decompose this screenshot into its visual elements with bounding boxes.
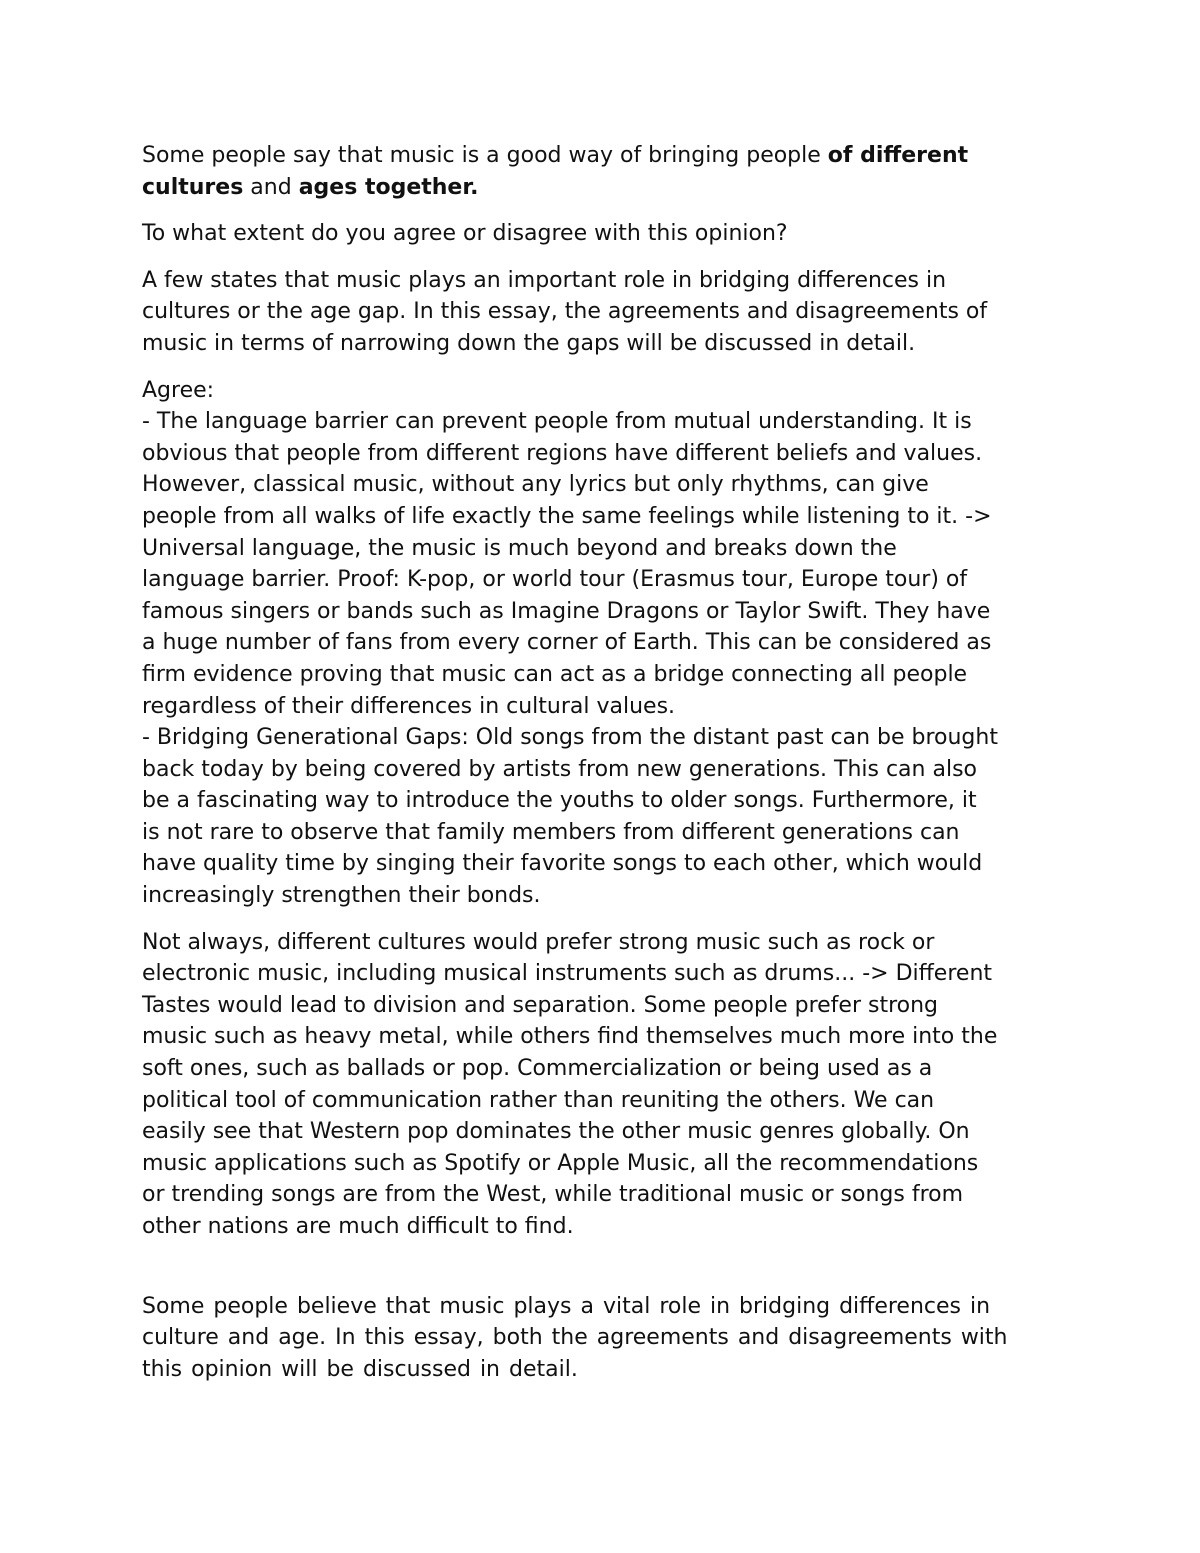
agree-line: firm evidence proving that music can act as a bridge connecting all people bbox=[142, 661, 968, 687]
agree-line: language barrier. Proof: K-pop, or world tour (Erasmus tour, Europe tour) of bbox=[142, 567, 968, 593]
disagree-line: soft ones, such as ballads or pop. Commercialization or being used as a bbox=[142, 1056, 933, 1082]
final-line: Some people believe that music plays a vital role in bridging differences in bbox=[142, 1293, 991, 1319]
question-bold-phrase: of different bbox=[827, 143, 969, 168]
intro-line: A few states that music plays an important role in bridging differences in bbox=[142, 267, 947, 293]
agree-line: back today by being covered by artists from new generations. This can also bbox=[142, 756, 977, 782]
agree-line: regardless of their differences in cultural values. bbox=[142, 693, 676, 719]
intro-line: cultures or the age gap. In this essay, the agreements and disagreements of bbox=[142, 299, 988, 325]
question-line-1 bbox=[142, 140, 1062, 172]
disagree-line: electronic music, including musical instruments such as drums... -> Different bbox=[142, 961, 993, 987]
agree-heading: Agree: bbox=[142, 377, 215, 403]
agree-line: a huge number of fans from every corner of Earth. This can be considered as bbox=[142, 630, 992, 656]
agree-line: be a fascinating way to introduce the youths to older songs. Furthermore, it bbox=[142, 788, 977, 814]
agree-line: - The language barrier can prevent people from mutual understanding. It is bbox=[142, 409, 972, 435]
question-bold-ages: ages together. bbox=[298, 174, 479, 200]
paragraph-spacer bbox=[142, 1258, 1062, 1291]
agree-paragraph bbox=[142, 375, 1062, 912]
disagree-line: Tastes would lead to division and separation. Some people prefer strong bbox=[142, 992, 938, 1018]
agree-line: people from all walks of life exactly the same feelings while listening to it. -> bbox=[142, 503, 992, 529]
final-line: culture and age. In this essay, both the agreements and disagreements with bbox=[142, 1325, 1008, 1351]
disagree-line: other nations are much difficult to find. bbox=[142, 1214, 574, 1239]
agree-line: famous singers or bands such as Imagine Dragons or Taylor Swift. They have bbox=[142, 598, 991, 624]
document-body bbox=[142, 140, 1062, 1400]
agree-line: increasingly strengthen their bonds. bbox=[142, 883, 541, 909]
disagree-line: easily see that Western pop dominates the other music genres globally. On bbox=[142, 1119, 970, 1145]
intro-paragraph bbox=[142, 265, 1062, 360]
agree-line: have quality time by singing their favorite songs to each other, which would bbox=[142, 851, 983, 877]
disagree-line: political tool of communication rather than reuniting the others. We can bbox=[142, 1087, 935, 1113]
prompt-line: To what extent do you agree or disagree with this opinion? bbox=[142, 221, 788, 247]
agree-line: However, classical music, without any lyrics but only rhythms, can give bbox=[142, 472, 929, 498]
question-text: Some people say that music is a good way of bringing people bbox=[142, 143, 828, 168]
final-line: this opinion will be discussed in detail. bbox=[142, 1356, 578, 1382]
disagree-line: music applications such as Spotify or Apple Music, all the recommendations bbox=[142, 1150, 979, 1176]
disagree-line: or trending songs are from the West, while traditional music or songs from bbox=[142, 1182, 964, 1208]
question-connector: and bbox=[243, 174, 299, 200]
intro-line: music in terms of narrowing down the gaps will be discussed in detail. bbox=[142, 330, 916, 356]
disagree-line: Not always, different cultures would prefer strong music such as rock or bbox=[142, 929, 935, 955]
agree-line: obvious that people from different regions have different beliefs and values. bbox=[142, 440, 983, 466]
disagree-line: music such as heavy metal, while others find themselves much more into the bbox=[142, 1024, 998, 1050]
question-paragraph bbox=[142, 140, 1062, 203]
question-bold-cultures: cultures bbox=[142, 174, 244, 200]
disagree-paragraph bbox=[142, 927, 1062, 1243]
agree-line: is not rare to observe that family members from different generations can bbox=[142, 819, 960, 845]
agree-line: Universal language, the music is much beyond and breaks down the bbox=[142, 535, 897, 561]
prompt-paragraph bbox=[142, 218, 1062, 250]
agree-line: - Bridging Generational Gaps: Old songs from the distant past can be brought bbox=[142, 725, 998, 751]
question-line-2 bbox=[142, 172, 1062, 204]
final-intro-paragraph bbox=[142, 1291, 1062, 1386]
